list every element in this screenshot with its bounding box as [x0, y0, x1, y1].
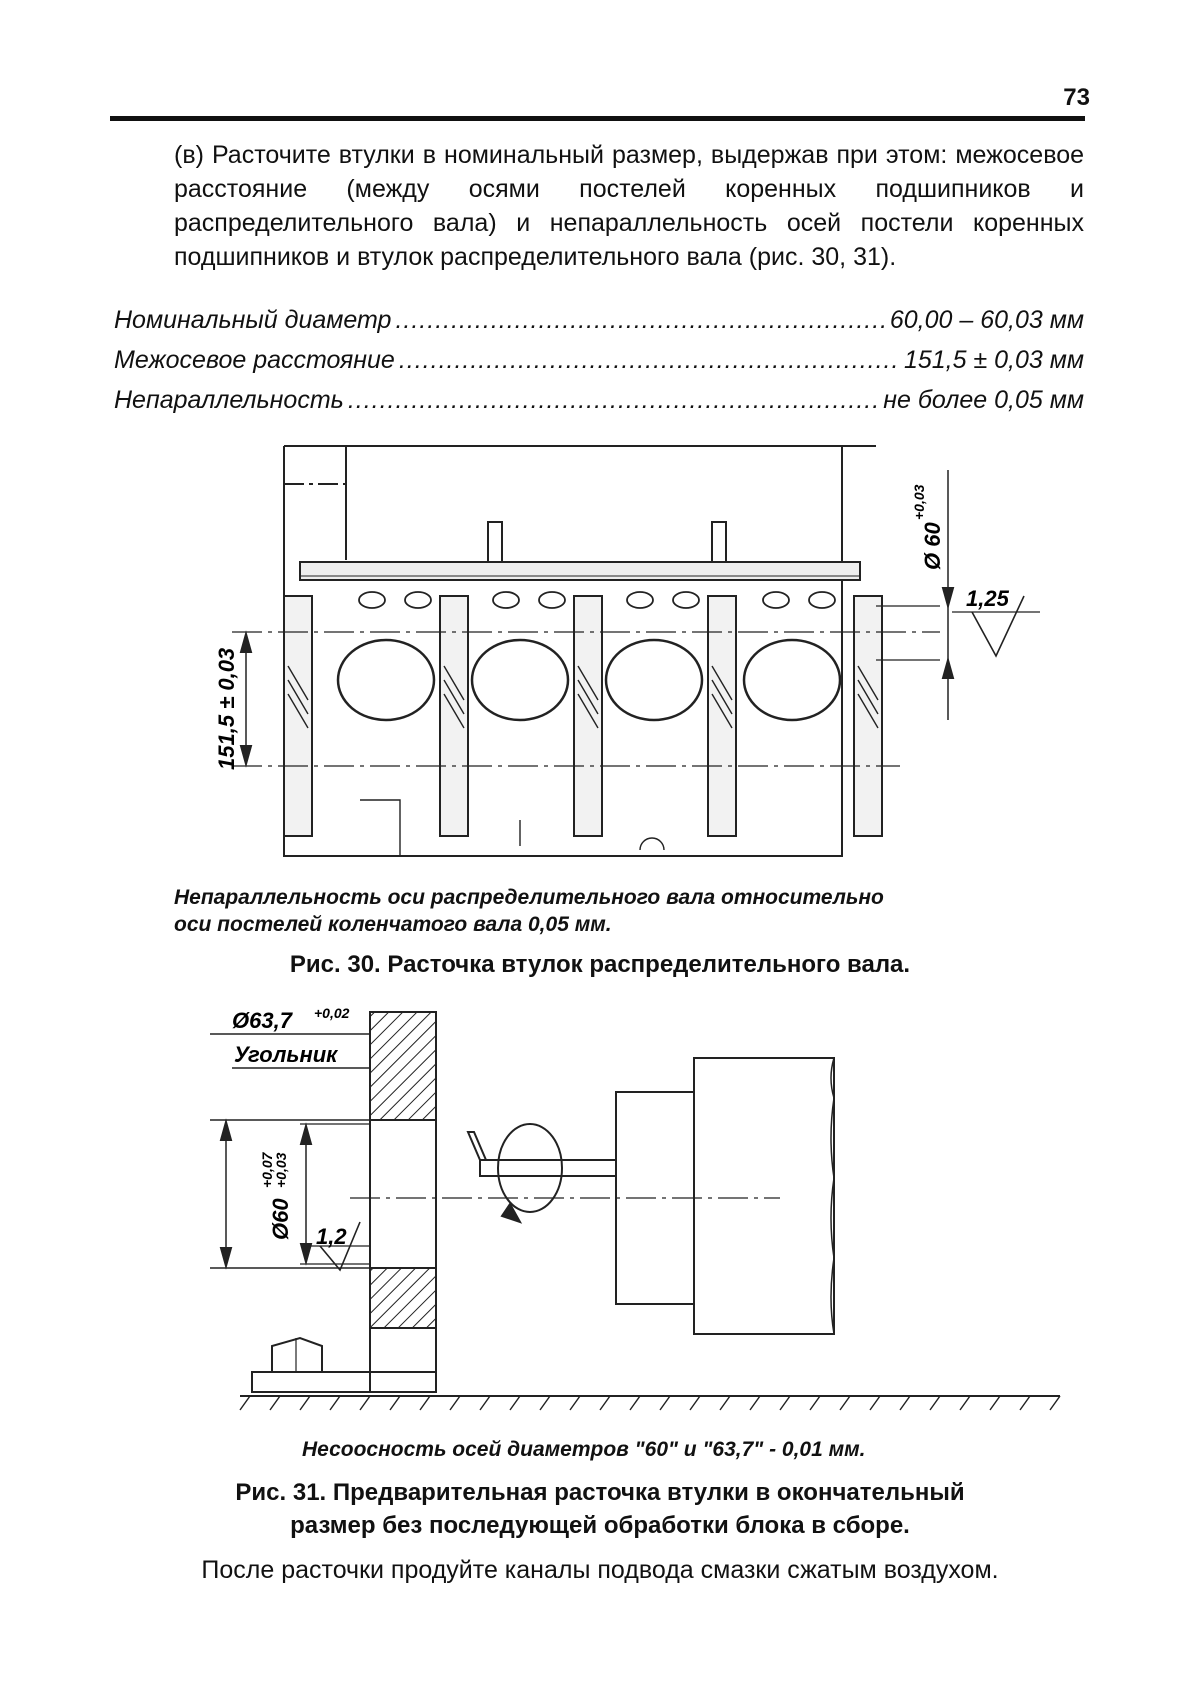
- stud: [488, 522, 502, 562]
- arrow-head: [241, 746, 251, 764]
- spec-label: Межосевое расстояние: [114, 346, 395, 374]
- machine-body-edge: [831, 1058, 834, 1334]
- dim-diameter-60: Ø60: [268, 1198, 293, 1240]
- dim-tol-lower: +0,03: [273, 1152, 289, 1188]
- roughness-value: 1,25: [966, 586, 1009, 611]
- spec-leader-dots: [399, 346, 900, 375]
- bearing-web: [284, 596, 882, 836]
- spec-label: Непараллельность: [114, 386, 344, 414]
- arrow-head: [943, 588, 953, 606]
- arrow-head: [301, 1126, 311, 1144]
- boring-bar: [480, 1160, 616, 1176]
- figure30-caption: Рис. 30. Расточка втулок распределительного вала.: [289, 951, 911, 978]
- bracket-base: [252, 1372, 436, 1392]
- arrow-head: [301, 1244, 311, 1262]
- spec-leader-dots: [395, 306, 885, 335]
- outro-paragraph: После расточки продуйте каналы подвода смазки сжатым воздухом.: [201, 1556, 999, 1584]
- spec-row: [114, 306, 1084, 340]
- bolt: [272, 1338, 322, 1372]
- rotation-arrow: [502, 1204, 520, 1222]
- angle-bracket: [370, 1012, 436, 1392]
- dim-151-5: 151,5 ± 0,03: [214, 647, 239, 770]
- figure31-note: Несоосность осей диаметров "60" и "63,7" - 0,01 мм.: [302, 1438, 866, 1461]
- spec-row: [114, 386, 1084, 420]
- machine-body: [694, 1058, 834, 1334]
- stud: [712, 522, 726, 562]
- page-number: 73: [1063, 84, 1090, 111]
- roughness-symbol: [320, 1222, 360, 1270]
- cross-web: [300, 562, 860, 580]
- dim-diameter-60-tol: +0,03: [911, 484, 927, 520]
- oil-port: [359, 592, 835, 608]
- spec-value: не более 0,05 мм: [883, 386, 1084, 414]
- lower-detail: [360, 800, 664, 856]
- spec-label: Номинальный диаметр: [114, 306, 392, 334]
- spec-value: 151,5 ± 0,03 мм: [903, 346, 1084, 374]
- figure30-note: [174, 884, 1094, 938]
- spec-leader-dots: [348, 386, 879, 415]
- figure30-note-line: оси постелей коленчатого вала 0,05 мм.: [174, 913, 612, 936]
- figure31-caption-line: Рис. 31. Предварительная расточка втулки в окончательный: [235, 1479, 965, 1506]
- block-outline: [284, 446, 842, 856]
- roughness-value: 1,2: [316, 1224, 347, 1249]
- top-rule: [110, 116, 1085, 121]
- bushing-hatch: [288, 666, 878, 728]
- arrow-head: [221, 1122, 231, 1140]
- roughness-symbol: [972, 596, 1024, 656]
- spindle-housing: [616, 1092, 694, 1304]
- rotation-indicator: [498, 1124, 562, 1212]
- dim-diameter-60: Ø 60: [920, 522, 945, 570]
- cutter: [468, 1132, 486, 1160]
- dim-63-7-tol: +0,02: [314, 1005, 350, 1021]
- cylinder-opening: [338, 640, 840, 720]
- intro-paragraph: (в) Расточите втулки в номинальный размер, выдержав при этом: межосевое расстояние (между осями постелей коренных подшипников и распределительного вала) и непараллельность осей постели коренных подшипников и втулок распределительного вала (рис. 30, 31).: [174, 141, 1084, 271]
- tool-label: Угольник: [234, 1042, 338, 1067]
- housing-wall-lower: [370, 1268, 436, 1328]
- dim-63-7: Ø63,7: [232, 1008, 292, 1033]
- arrow-head: [241, 634, 251, 652]
- housing-wall-upper: [370, 1012, 436, 1120]
- figure31-caption: [0, 1476, 1200, 1542]
- spec-row: [114, 346, 1084, 380]
- arrow-head: [943, 660, 953, 678]
- dim-tol-upper: +0,07: [259, 1152, 275, 1188]
- arrow-head: [221, 1248, 231, 1266]
- figure31-caption-line: размер без последующей обработки блока в сборе.: [290, 1512, 910, 1539]
- floor-hatch: [240, 1396, 1060, 1410]
- figure30-note-line: Непараллельность оси распределительного вала относительно: [174, 886, 884, 909]
- spec-value: 60,00 – 60,03 мм: [889, 306, 1084, 334]
